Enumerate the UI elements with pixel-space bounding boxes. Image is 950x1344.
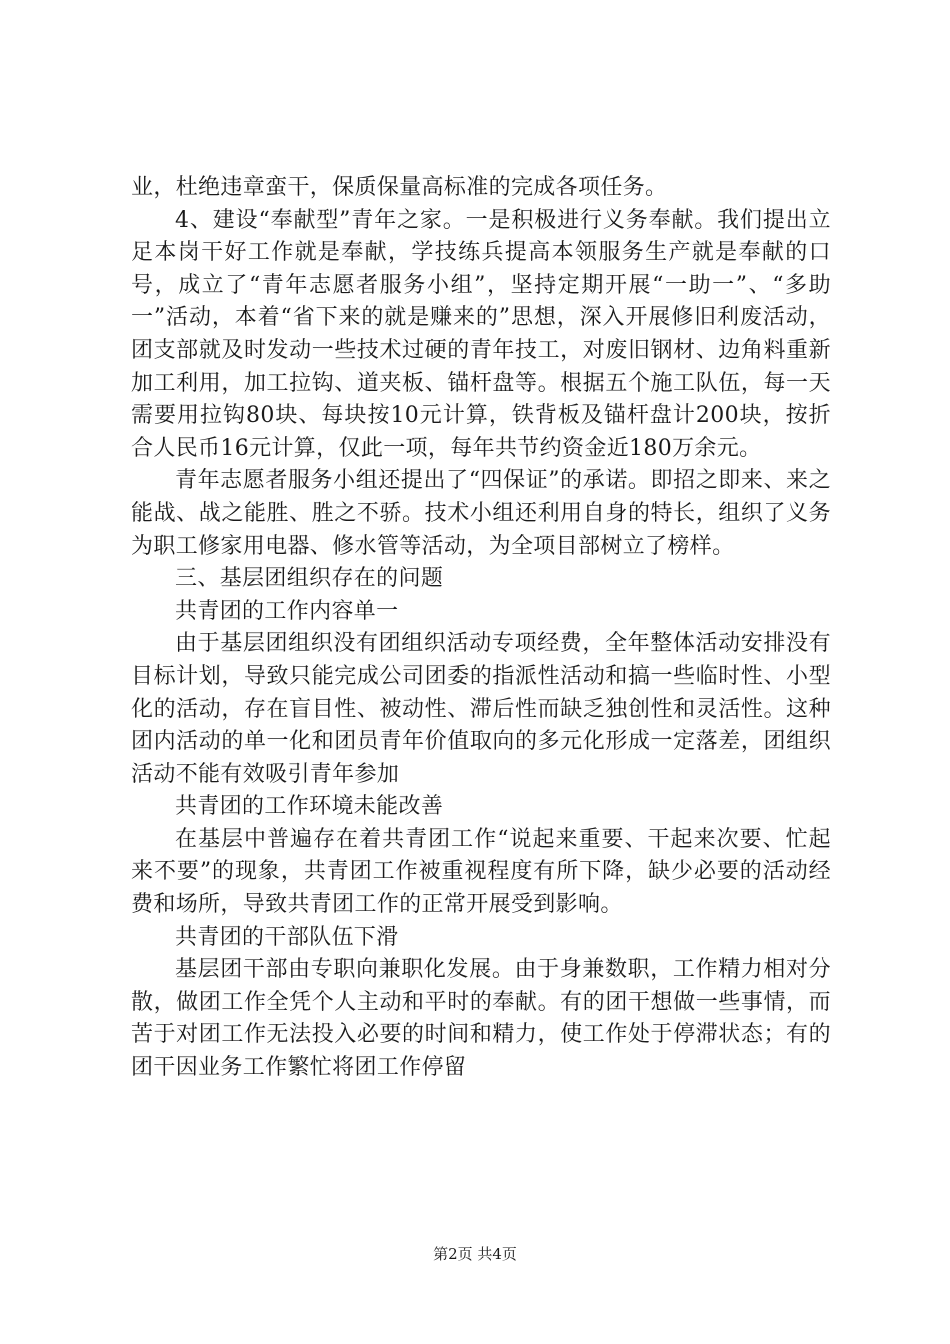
document-body [131,172,831,1085]
paragraph-6: 基层团干部由专职向兼职化发展。由于身兼数职，工作精力相对分散，做团工作全凭个人主动和平时的奉献。有的团干想做一些事情，而苦于对团工作无法投入必要的时间和精力，使工作处于停滞状态；有的团干因业务工作繁忙将团工作停留 [131,957,831,1081]
paragraph-2: 4、建设“奉献型”青年之家。一是积极进行义务奉献。我们提出立足本岗干好工作就是奉献，学技练兵提高本领服务生产就是奉献的口号，成立了“青年志愿者服务小组”，坚持定期开展“一助一”、“多助一”活动，本着“省下来的就是赚来的”思想，深入开展修旧利废活动，团支部就及时发动一些技术过硬的青年技工，对废旧钢材、边角料重新加工利用，加工拉钩、道夹板、锚杆盘等。根据五个施工队伍，每一天需要用拉钩80块、每块按10元计算，铁背板及锚杆盘计200块，按折合人民币16元计算，仅此一项，每年共节约资金近180万余元。 [131,207,831,461]
section-heading: 三、基层团组织存在的问题 [175,566,444,592]
page-number-footer: 第2页 共4页 [433,1245,517,1263]
paragraph-4: 由于基层团组织没有团组织活动专项经费，全年整体活动安排没有目标计划，导致只能完成公司团委的指派性活动和搞一些临时性、小型化的活动，存在盲目性、被动性、滞后性而缺乏独创性和灵活性。这种团内活动的单一化和团员青年价值取向的多元化形成一定落差，团组织活动不能有效吸引青年参加 [131,631,831,787]
subheading-2: 共青团的工作环境未能改善 [175,794,444,820]
subheading-3: 共青团的干部队伍下滑 [175,924,399,950]
paragraph-5: 在基层中普遍存在着共青团工作“说起来重要、干起来次要、忙起来不要”的现象，共青团工作被重视程度有所下降，缺少必要的活动经费和场所，导致共青团工作的正常开展受到影响。 [131,826,831,918]
paragraph-1: 业，杜绝违章蛮干，保质保量高标准的完成各项任务。 [131,175,668,200]
subheading-1: 共青团的工作内容单一 [175,598,399,624]
paragraph-3: 青年志愿者服务小组还提出了“四保证”的承诺。即招之即来、来之能战、战之能胜、胜之不骄。技术小组还利用自身的特长，组织了义务为职工修家用电器、修水管等活动，为全项目部树立了榜样。 [131,468,831,559]
